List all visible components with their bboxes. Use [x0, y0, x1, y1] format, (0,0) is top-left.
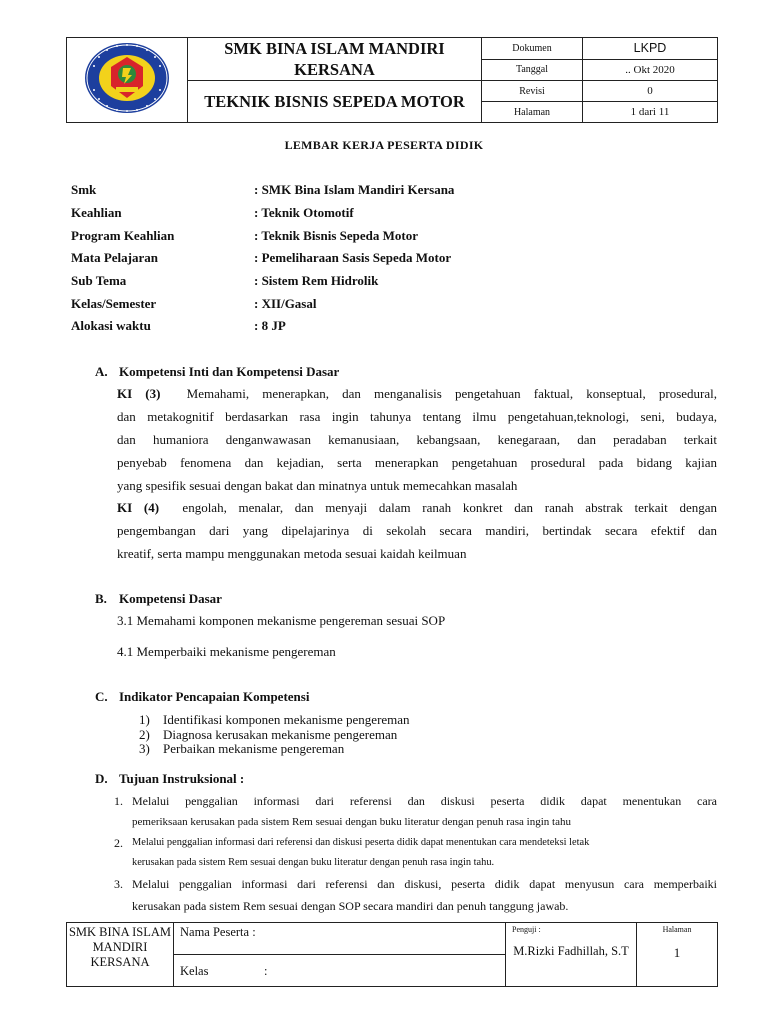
kd-item: 4.1 Memperbaiki mekanisme pengereman [117, 644, 336, 659]
meta-label-dokumen: Dokumen [482, 38, 583, 60]
section-title: Indikator Pencapaian Kompetensi [119, 689, 310, 704]
school-logo-icon [82, 40, 172, 116]
identity-key: Sub Tema [71, 273, 127, 288]
tujuan-line: pemeriksaan kerusakan pada sistem Rem sesuai dengan buku literatur dengan penuh rasa ingin tahu [132, 816, 571, 828]
ki4-label: KI (4) [117, 500, 160, 515]
ki3-first-line [117, 386, 717, 402]
indicator-number: 3) [139, 741, 150, 756]
ki3-line: yang spesifik sesuai dengan bakat dan minatnya untuk memecahkan masalah [117, 478, 518, 493]
meta-value-dokumen: LKPD [583, 38, 718, 60]
ki3-line: penyebab fenomena dan kejadian, serta menerapkan pengetahuan prosedural pada bidang kajian [117, 455, 717, 470]
penguji-label: Penguji : [512, 925, 541, 934]
identity-value: : 8 JP [254, 318, 286, 333]
ki3-text: Memahami, menerapkan, dan menganalisis pengetahuan faktual, konseptual, prosedural, [186, 386, 717, 401]
section-title: Tujuan Instruksional : [119, 771, 245, 786]
kelas-label: Kelas [180, 964, 209, 978]
meta-label-tanggal: Tanggal [482, 59, 583, 81]
school-name: SMK BINA ISLAM MANDIRI KERSANA [188, 38, 482, 81]
footer-halaman-label: Halaman [662, 925, 692, 934]
ki3-label: KI (3) [117, 386, 161, 401]
tujuan-line: Melalui penggalian informasi dari referensi dan diskusi peserta didik dapat menentukan cara [132, 794, 717, 808]
ki4-line: pengembangan dari yang dipelajarinya di sekolah secara mandiri, bertindak secara efektif dan [117, 523, 717, 538]
logo-cell [67, 38, 188, 123]
identity-key: Smk [71, 182, 97, 197]
footer-school: SMK BINA ISLAM MANDIRI KERSANA [67, 923, 174, 987]
identity-value: : Teknik Otomotif [254, 205, 354, 220]
document-title: LEMBAR KERJA PESERTA DIDIK [284, 138, 484, 152]
kd-item: 3.1 Memahami komponen mekanisme pengereman sesuai SOP [117, 613, 446, 628]
identity-key: Kelas/Semester [71, 296, 157, 311]
indicator-number: 2) [139, 727, 150, 742]
meta-value-revisi: 0 [583, 81, 718, 102]
section-title: Kompetensi Inti dan Kompetensi Dasar [119, 364, 340, 379]
section-letter: C. [95, 689, 108, 704]
section-a-heading [95, 364, 339, 380]
tujuan-line: Melalui penggalian informasi dari referensi dan diskusi peserta didik dapat menentukan cara mendeteksi letak [132, 837, 590, 848]
meta-label-revisi: Revisi [482, 81, 583, 102]
indicator-text: Diagnosa kerusakan mekanisme pengereman [163, 727, 398, 742]
section-c-heading [95, 689, 309, 705]
section-letter: B. [95, 591, 107, 606]
identity-value: : SMK Bina Islam Mandiri Kersana [254, 182, 455, 197]
identity-key: Mata Pelajaran [71, 250, 159, 265]
indicator-text: Perbaikan mekanisme pengereman [163, 741, 345, 756]
indicator-text: Identifikasi komponen mekanisme pengereman [163, 712, 410, 727]
section-b-heading [95, 591, 222, 607]
tujuan-line: Melalui penggalian informasi dari referensi dan diskusi, peserta didik dapat menyusun cara memperbaiki [132, 877, 717, 891]
penguji-cell [506, 923, 637, 987]
identity-key: Program Keahlian [71, 228, 175, 243]
ki4-line: kreatif, serta mampu menggunakan metoda sesuai kaidah keilmuan [117, 546, 467, 561]
halaman-cell [637, 923, 718, 987]
tujuan-number: 1. [114, 794, 123, 808]
identity-value: : Pemeliharaan Sasis Sepeda Motor [254, 250, 452, 265]
ki3-line: dan metakognitif berdasarkan rasa ingin tahunya tentang ilmu pengetahuan,teknologi, seni, budaya, [117, 409, 717, 424]
tujuan-number: 2. [114, 836, 123, 850]
tujuan-number: 3. [114, 877, 123, 891]
meta-label-halaman: Halaman [482, 102, 583, 123]
identity-value: : XII/Gasal [254, 296, 317, 311]
section-letter: A. [95, 364, 108, 379]
kelas-field[interactable] [174, 955, 506, 987]
meta-value-halaman: 1 dari 11 [583, 102, 718, 123]
tujuan-line: kerusakan pada sistem Rem sesuai dengan SOP secara mandiri dan penuh tanggung jawab. [132, 899, 569, 913]
document-footer [66, 922, 718, 987]
identity-value: : Sistem Rem Hidrolik [254, 273, 379, 288]
nama-peserta-label: Nama Peserta : [180, 925, 256, 939]
nama-peserta-field[interactable] [174, 923, 506, 955]
section-letter: D. [95, 771, 108, 786]
footer-halaman-value: 1 [673, 945, 681, 960]
document-header [66, 37, 718, 123]
ki4-first-line [117, 500, 717, 516]
penguji-name: M.Rizki Fadhillah, S.T [513, 944, 629, 958]
section-title: Kompetensi Dasar [119, 591, 222, 606]
program-name: TEKNIK BISNIS SEPEDA MOTOR [188, 81, 482, 123]
identity-value: : Teknik Bisnis Sepeda Motor [254, 228, 418, 243]
ki4-text: engolah, menalar, dan menyaji dalam ranah konkret dan ranah abstrak terkait dengan [182, 500, 717, 515]
meta-value-tanggal: .. Okt 2020 [583, 59, 718, 81]
section-d-heading [95, 771, 244, 787]
indicator-number: 1) [139, 712, 150, 727]
identity-key: Keahlian [71, 205, 122, 220]
identity-key: Alokasi waktu [71, 318, 151, 333]
tujuan-line: kerusakan pada sistem Rem sesuai dengan buku literatur dengan penuh rasa ingin tahu. [132, 857, 495, 868]
kelas-colon: : [264, 964, 268, 978]
ki3-line: dan humaniora denganwawasan kemanusiaan, kebangsaan, kenegaraan, dan peradaban terkait [117, 432, 717, 447]
